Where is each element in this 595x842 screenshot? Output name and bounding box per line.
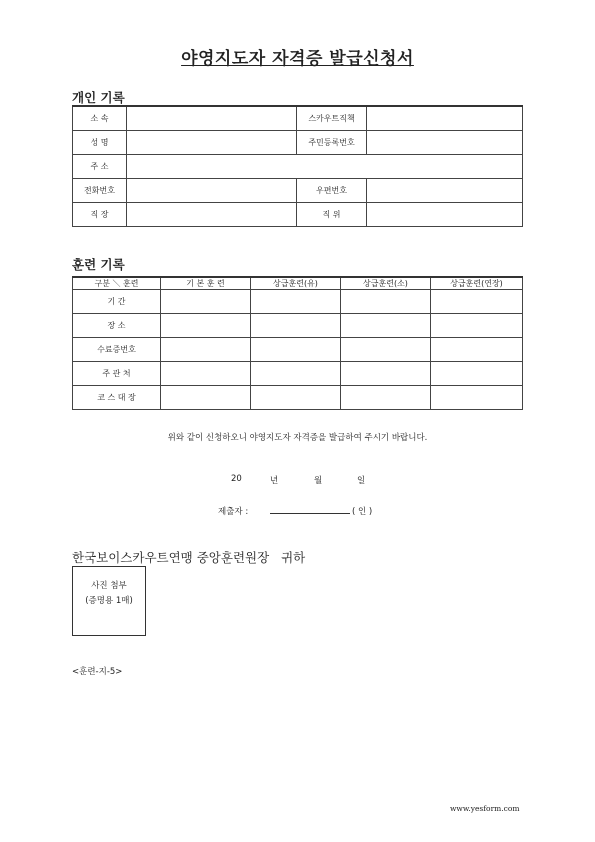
name-field[interactable]: [127, 130, 297, 154]
job-title-label: 직 위: [297, 202, 367, 226]
site-url: www.yesform.com: [450, 804, 520, 813]
header-advanced-cub: 상급훈련(유): [251, 277, 341, 290]
training-cell[interactable]: [341, 290, 431, 314]
personal-section-title: 개인 기록: [72, 90, 125, 105]
addressee: 한국보이스카우트연맹 중앙훈련원장 귀하: [72, 550, 306, 565]
photo-note: (증명용 1매): [85, 596, 133, 606]
postal-code-label: 우편번호: [297, 178, 367, 202]
training-cell[interactable]: [251, 362, 341, 386]
address-label: 주 소: [73, 154, 127, 178]
seal-mark: ( 인 ): [352, 507, 373, 517]
submitter-signature-line[interactable]: [270, 513, 350, 514]
affiliation-field[interactable]: [127, 106, 297, 130]
training-cell[interactable]: [431, 338, 523, 362]
organizer-label: 주 관 처: [73, 362, 161, 386]
training-cell[interactable]: [431, 290, 523, 314]
training-cell[interactable]: [251, 290, 341, 314]
name-label: 성 명: [73, 130, 127, 154]
date-day-label: 일: [357, 476, 366, 486]
location-label: 장 소: [73, 314, 161, 338]
training-cell[interactable]: [431, 314, 523, 338]
personal-record-table: [72, 105, 523, 227]
training-record-table: [72, 276, 523, 410]
training-cell[interactable]: [251, 386, 341, 410]
affiliation-label: 소 속: [73, 106, 127, 130]
header-advanced-senior: 상급훈련(연장): [431, 277, 523, 290]
training-cell[interactable]: [431, 362, 523, 386]
form-code: <훈련-지-5>: [72, 667, 123, 677]
request-statement: 위와 같이 신청하오니 야영지도자 자격증을 발급하여 주시기 바랍니다.: [167, 433, 428, 443]
document-title: 야영지도자 자격증 발급신청서: [181, 49, 414, 69]
certificate-number-label: 수료증번호: [73, 338, 161, 362]
date-month-label: 월: [314, 476, 323, 486]
header-basic-training: 기 본 훈 련: [161, 277, 251, 290]
header-category: 구분 ＼ 훈련: [73, 277, 161, 290]
training-cell[interactable]: [161, 362, 251, 386]
training-cell[interactable]: [161, 290, 251, 314]
workplace-field[interactable]: [127, 202, 297, 226]
job-title-field[interactable]: [367, 202, 523, 226]
workplace-label: 직 장: [73, 202, 127, 226]
submitter-label: 제출자 :: [218, 507, 249, 517]
training-cell[interactable]: [431, 386, 523, 410]
scout-position-field[interactable]: [367, 106, 523, 130]
course-leader-label: 코 스 대 장: [73, 386, 161, 410]
photo-attachment-box[interactable]: [72, 566, 146, 636]
date-year-label: 년: [270, 476, 279, 486]
photo-label: 사진 첨부: [91, 581, 127, 591]
training-section-title: 훈련 기록: [72, 257, 125, 272]
training-cell[interactable]: [251, 314, 341, 338]
training-cell[interactable]: [341, 314, 431, 338]
training-cell[interactable]: [341, 338, 431, 362]
training-cell[interactable]: [161, 314, 251, 338]
training-cell[interactable]: [341, 362, 431, 386]
scout-position-label: 스카우트직책: [297, 106, 367, 130]
period-label: 기 간: [73, 290, 161, 314]
resident-number-field[interactable]: [367, 130, 523, 154]
resident-number-label: 주민등록번호: [297, 130, 367, 154]
address-field[interactable]: [127, 154, 523, 178]
training-cell[interactable]: [161, 386, 251, 410]
phone-field[interactable]: [127, 178, 297, 202]
header-advanced-boy: 상급훈련(소): [341, 277, 431, 290]
training-cell[interactable]: [161, 338, 251, 362]
phone-label: 전화번호: [73, 178, 127, 202]
date-year-prefix: 20: [231, 474, 242, 484]
postal-code-field[interactable]: [367, 178, 523, 202]
training-cell[interactable]: [251, 338, 341, 362]
training-cell[interactable]: [341, 386, 431, 410]
